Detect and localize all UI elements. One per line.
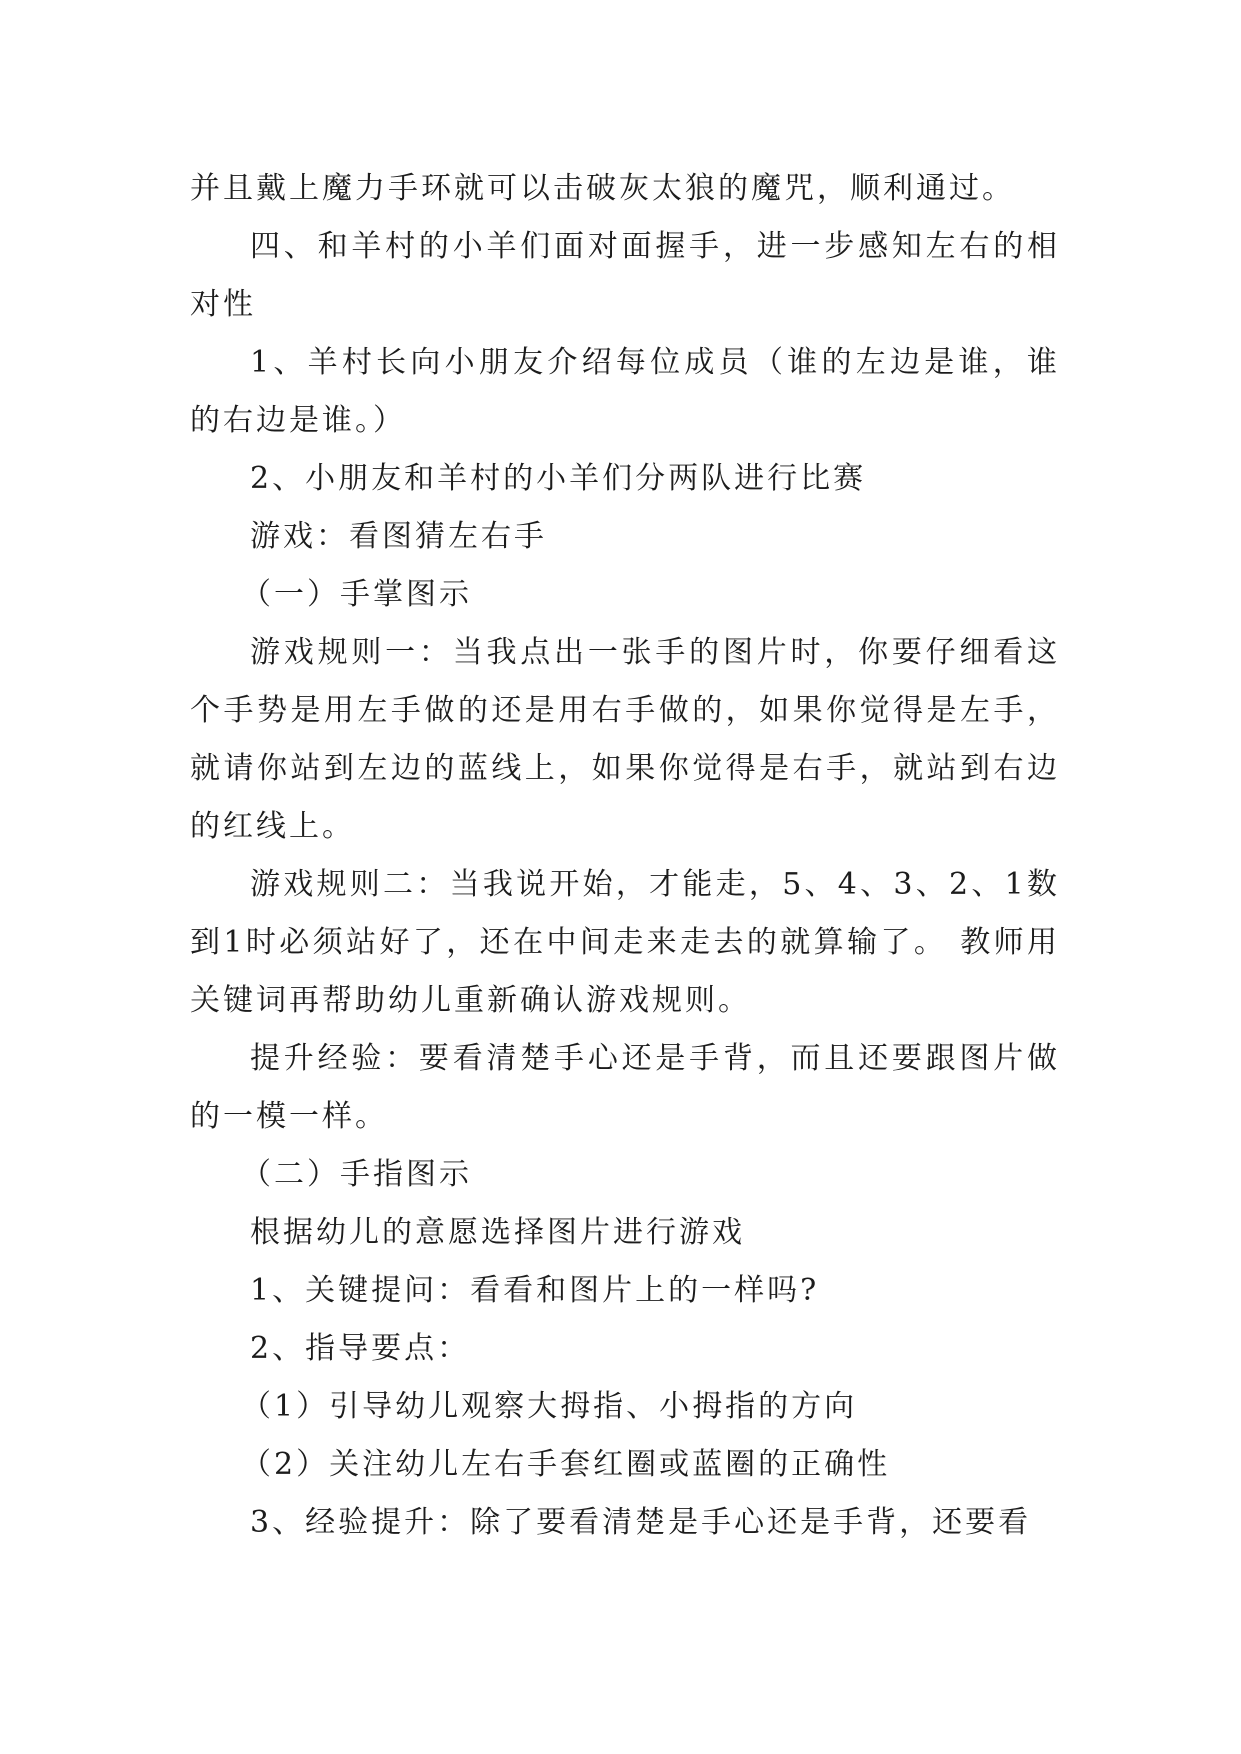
game-rule-one: 游戏规则一：当我点出一张手的图片时，你要仔细看这个手势是用左手做的还是用右手做的，如果你觉得是左手，就请你站到左边的蓝线上，如果你觉得是右手，就站到右边的红线上。: [190, 635, 1060, 844]
game-rule-two: 游戏规则二：当我说开始，才能走，5、4、3、2、1数到1时必须站好了，还在中间走来走去的就算输了。 教师用关键词再帮助幼儿重新确认游戏规则。: [190, 867, 1060, 1018]
document-body: [190, 160, 1060, 1552]
guidance-point-1: （1）引导幼儿观察大拇指、小拇指的方向: [241, 1389, 858, 1424]
paragraph-choose-pictures: 根据幼儿的意愿选择图片进行游戏: [250, 1215, 745, 1250]
guidance-points: 2、指导要点：: [250, 1331, 471, 1366]
game-title: 游戏：看图猜左右手: [250, 519, 547, 554]
list-item-2: 2、小朋友和羊村的小羊们分两队进行比赛: [250, 461, 867, 496]
experience-upgrade: 3、经验提升：除了要看清楚是手心还是手背，还要看: [250, 1505, 1032, 1540]
experience-improvement: 提升经验：要看清楚手心还是手背，而且还要跟图片做的一模一样。: [190, 1041, 1060, 1134]
section-heading-four: 四、和羊村的小羊们面对面握手，进一步感知左右的相对性: [190, 229, 1060, 322]
paragraph-continuation: 并且戴上魔力手环就可以击破灰太狼的魔咒，顺利通过。: [190, 171, 1015, 206]
list-item-1: 1、羊村长向小朋友介绍每位成员（谁的左边是谁，谁的右边是谁。）: [190, 345, 1060, 438]
subsection-palm-diagram: （一）手掌图示: [241, 577, 472, 612]
subsection-finger-diagram: （二）手指图示: [241, 1157, 472, 1192]
guidance-point-2: （2）关注幼儿左右手套红圈或蓝圈的正确性: [241, 1447, 891, 1482]
key-question: 1、关键提问：看看和图片上的一样吗?: [250, 1273, 820, 1308]
